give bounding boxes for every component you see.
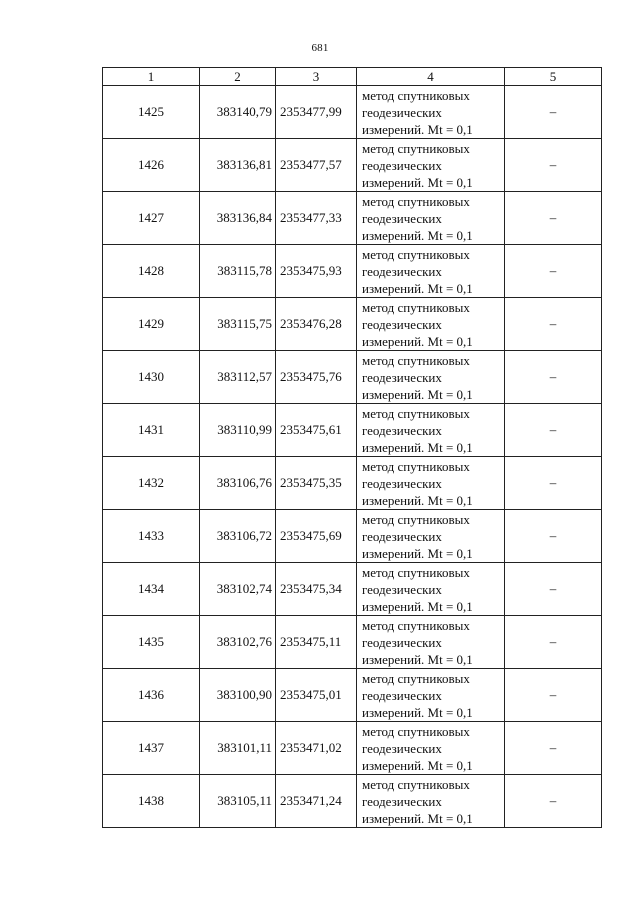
method-text-line: геодезических	[362, 369, 442, 385]
y-coordinate-cell: 2353475,69	[276, 510, 357, 563]
column-header-4: 4	[357, 68, 505, 86]
method-text-line: метод спутниковых	[362, 458, 470, 474]
method-text-line: измерений. Mt = 0,1	[362, 280, 473, 296]
method-cell	[357, 245, 505, 298]
table-row	[103, 616, 602, 669]
x-coordinate-cell: 383115,78	[200, 245, 276, 298]
note-cell: –	[505, 563, 602, 616]
method-cell	[357, 616, 505, 669]
y-coordinate-cell: 2353475,61	[276, 404, 357, 457]
method-text-line: метод спутниковых	[362, 246, 470, 262]
note-cell: –	[505, 298, 602, 351]
method-cell	[357, 351, 505, 404]
y-coordinate-cell: 2353475,35	[276, 457, 357, 510]
method-cell	[357, 510, 505, 563]
column-header-3: 3	[276, 68, 357, 86]
table-row	[103, 563, 602, 616]
method-text-line: геодезических	[362, 422, 442, 438]
table-row	[103, 457, 602, 510]
method-cell	[357, 139, 505, 192]
method-text-line: метод спутниковых	[362, 193, 470, 209]
x-coordinate-cell: 383100,90	[200, 669, 276, 722]
x-coordinate-cell: 383140,79	[200, 86, 276, 139]
method-text-line: измерений. Mt = 0,1	[362, 598, 473, 614]
method-cell	[357, 669, 505, 722]
note-cell: –	[505, 139, 602, 192]
method-text-line: метод спутниковых	[362, 723, 470, 739]
note-cell: –	[505, 510, 602, 563]
y-coordinate-cell: 2353477,33	[276, 192, 357, 245]
note-cell: –	[505, 775, 602, 828]
header-row	[103, 68, 602, 86]
method-text-line: измерений. Mt = 0,1	[362, 810, 473, 826]
note-cell: –	[505, 669, 602, 722]
method-cell	[357, 563, 505, 616]
method-text-line: метод спутниковых	[362, 670, 470, 686]
method-text-line: измерений. Mt = 0,1	[362, 757, 473, 773]
point-number-cell: 1431	[103, 404, 200, 457]
point-number-cell: 1435	[103, 616, 200, 669]
method-text-line: геодезических	[362, 740, 442, 756]
table-row	[103, 245, 602, 298]
table-row	[103, 86, 602, 139]
method-text-line: метод спутниковых	[362, 405, 470, 421]
method-text-line: геодезических	[362, 687, 442, 703]
method-text-line: измерений. Mt = 0,1	[362, 704, 473, 720]
method-text-line: измерений. Mt = 0,1	[362, 545, 473, 561]
note-cell: –	[505, 457, 602, 510]
method-text-line: геодезических	[362, 528, 442, 544]
x-coordinate-cell: 383106,76	[200, 457, 276, 510]
y-coordinate-cell: 2353475,93	[276, 245, 357, 298]
x-coordinate-cell: 383106,72	[200, 510, 276, 563]
method-text-line: геодезических	[362, 581, 442, 597]
note-cell: –	[505, 86, 602, 139]
y-coordinate-cell: 2353471,02	[276, 722, 357, 775]
method-text-line: геодезических	[362, 263, 442, 279]
method-text-line: метод спутниковых	[362, 299, 470, 315]
x-coordinate-cell: 383102,76	[200, 616, 276, 669]
point-number-cell: 1436	[103, 669, 200, 722]
point-number-cell: 1434	[103, 563, 200, 616]
y-coordinate-cell: 2353475,34	[276, 563, 357, 616]
method-text-line: метод спутниковых	[362, 617, 470, 633]
method-text-line: измерений. Mt = 0,1	[362, 227, 473, 243]
table-header	[103, 68, 602, 86]
method-cell	[357, 86, 505, 139]
method-cell	[357, 457, 505, 510]
x-coordinate-cell: 383112,57	[200, 351, 276, 404]
y-coordinate-cell: 2353477,99	[276, 86, 357, 139]
y-coordinate-cell: 2353477,57	[276, 139, 357, 192]
page-number: 681	[311, 42, 329, 54]
x-coordinate-cell: 383136,81	[200, 139, 276, 192]
table-row	[103, 404, 602, 457]
point-number-cell: 1433	[103, 510, 200, 563]
coordinates-table	[102, 67, 602, 828]
method-text-line: измерений. Mt = 0,1	[362, 492, 473, 508]
method-text-line: измерений. Mt = 0,1	[362, 121, 473, 137]
column-header-5: 5	[505, 68, 602, 86]
table-row	[103, 139, 602, 192]
column-header-1: 1	[103, 68, 200, 86]
method-text-line: геодезических	[362, 634, 442, 650]
method-text-line: измерений. Mt = 0,1	[362, 386, 473, 402]
method-cell	[357, 775, 505, 828]
point-number-cell: 1430	[103, 351, 200, 404]
point-number-cell: 1427	[103, 192, 200, 245]
method-text-line: измерений. Mt = 0,1	[362, 333, 473, 349]
x-coordinate-cell: 383101,11	[200, 722, 276, 775]
y-coordinate-cell: 2353475,01	[276, 669, 357, 722]
method-text-line: метод спутниковых	[362, 87, 470, 103]
point-number-cell: 1432	[103, 457, 200, 510]
method-text-line: метод спутниковых	[362, 564, 470, 580]
method-text-line: метод спутниковых	[362, 511, 470, 527]
point-number-cell: 1429	[103, 298, 200, 351]
method-text-line: геодезических	[362, 793, 442, 809]
method-text-line: геодезических	[362, 475, 442, 491]
x-coordinate-cell: 383105,11	[200, 775, 276, 828]
note-cell: –	[505, 404, 602, 457]
method-text-line: измерений. Mt = 0,1	[362, 651, 473, 667]
method-text-line: измерений. Mt = 0,1	[362, 174, 473, 190]
note-cell: –	[505, 192, 602, 245]
method-text-line: измерений. Mt = 0,1	[362, 439, 473, 455]
y-coordinate-cell: 2353475,11	[276, 616, 357, 669]
method-text-line: геодезических	[362, 210, 442, 226]
x-coordinate-cell: 383110,99	[200, 404, 276, 457]
y-coordinate-cell: 2353476,28	[276, 298, 357, 351]
table-row	[103, 298, 602, 351]
x-coordinate-cell: 383102,74	[200, 563, 276, 616]
method-text-line: метод спутниковых	[362, 352, 470, 368]
point-number-cell: 1428	[103, 245, 200, 298]
method-cell	[357, 722, 505, 775]
note-cell: –	[505, 616, 602, 669]
method-text-line: метод спутниковых	[362, 140, 470, 156]
y-coordinate-cell: 2353475,76	[276, 351, 357, 404]
note-cell: –	[505, 351, 602, 404]
table-row	[103, 351, 602, 404]
method-text-line: геодезических	[362, 316, 442, 332]
method-cell	[357, 192, 505, 245]
point-number-cell: 1426	[103, 139, 200, 192]
method-text-line: геодезических	[362, 157, 442, 173]
x-coordinate-cell: 383136,84	[200, 192, 276, 245]
method-cell	[357, 298, 505, 351]
method-text-line: метод спутниковых	[362, 776, 470, 792]
table-row	[103, 669, 602, 722]
note-cell: –	[505, 245, 602, 298]
note-cell: –	[505, 722, 602, 775]
method-cell	[357, 404, 505, 457]
table-row	[103, 722, 602, 775]
y-coordinate-cell: 2353471,24	[276, 775, 357, 828]
table-row	[103, 192, 602, 245]
x-coordinate-cell: 383115,75	[200, 298, 276, 351]
table-body	[103, 86, 602, 828]
point-number-cell: 1438	[103, 775, 200, 828]
point-number-cell: 1437	[103, 722, 200, 775]
table-row	[103, 510, 602, 563]
method-text-line: геодезических	[362, 104, 442, 120]
column-header-2: 2	[200, 68, 276, 86]
table-row	[103, 775, 602, 828]
point-number-cell: 1425	[103, 86, 200, 139]
